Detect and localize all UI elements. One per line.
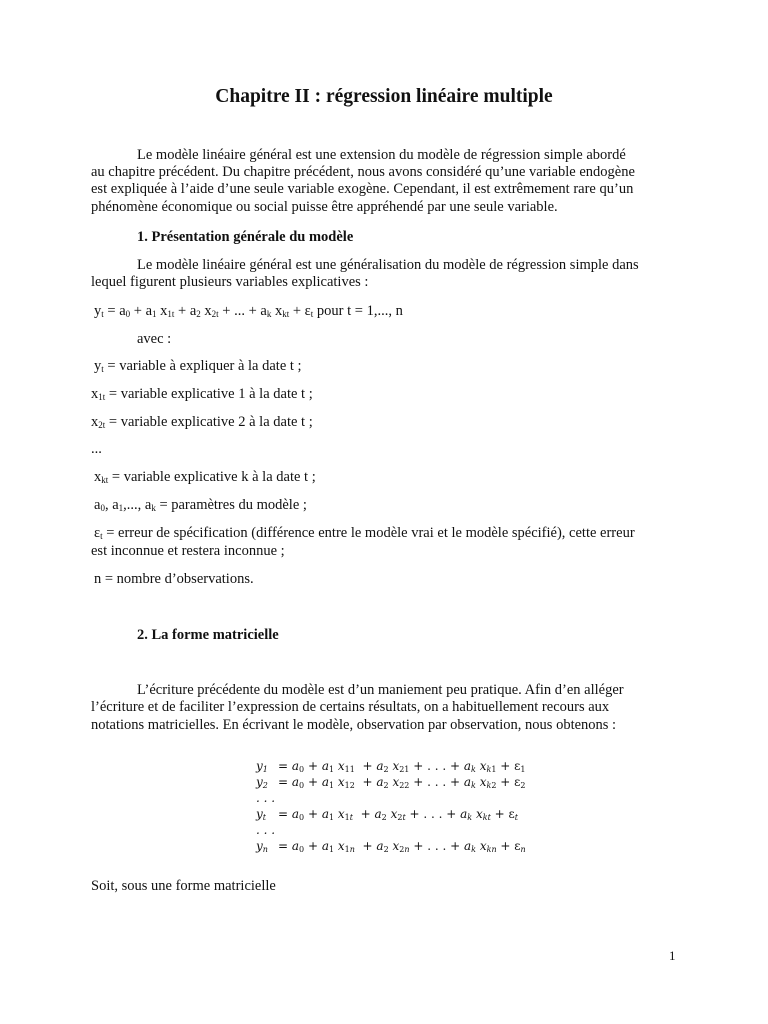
definition-parameters: $a_0$, $a_1$,..., $a_k$ = paramètres du modèle ; xyxy=(94,497,307,513)
intro-line-3: est expliquée à l’aide d’une seule variable exogène. Cependant, il est extrêmement rare qu’un xyxy=(91,181,634,197)
definition-error-line-2: est inconnue et restera inconnue ; xyxy=(91,543,285,559)
definition-ellipsis: ... xyxy=(91,441,102,457)
equation-system xyxy=(256,758,526,854)
section-2-para-line-1: L’écriture précédente du modèle est d’un maniement peu pratique. Afin d’en alléger xyxy=(137,682,624,698)
equation-row-dots-2: . . . xyxy=(256,823,276,837)
equation-row-n: $y_n$ = $a_0 + a_1$ $x_{1n} + a_2$ $x_{2n}$ + . . . + $a_k$ $x_{kn} + \varepsilon_n$ xyxy=(256,839,526,854)
definition-xkt: $x_{kt}$ = variable explicative k à la date t ; xyxy=(94,469,316,485)
matrix-form-intro: Soit, sous une forme matricielle xyxy=(91,878,276,894)
definition-error-line-1: $\varepsilon_t$ = erreur de spécification (différence entre le modèle vrai et le modèle spécifié), cette erreur xyxy=(94,525,635,541)
section-2-heading: 2. La forme matricielle xyxy=(137,627,279,643)
section-1-para-line-1: Le modèle linéaire général est une généralisation du modèle de régression simple dans xyxy=(137,257,639,273)
section-1-para-line-2: lequel figurent plusieurs variables explicatives : xyxy=(91,274,369,290)
avec-label: avec : xyxy=(137,331,172,347)
equation-row-dots-1: . . . xyxy=(256,791,276,805)
definition-x2t: $x_{2t}$ = variable explicative 2 à la date t ; xyxy=(91,414,313,430)
definition-x1t: $x_{1t}$ = variable explicative 1 à la date t ; xyxy=(91,386,313,402)
page-number: 1 xyxy=(669,948,676,963)
equation-row-1: $y_1$ = $a_0 + a_1$ $x_{11} + a_2$ $x_{21}$ + . . . + $a_k$ $x_{k1} + \varepsilon_1$ xyxy=(256,759,526,774)
definition-n: n = nombre d’observations. xyxy=(94,571,254,587)
intro-line-4: phénomène économique ou social puisse être appréhendé par une seule variable. xyxy=(91,199,558,215)
definition-yt: $y_t$ = variable à expliquer à la date t ; xyxy=(94,358,302,374)
section-2-para-line-2: l’écriture et de faciliter l’expression de certains résultats, on a habituellement recours aux xyxy=(91,699,610,715)
equation-row-2: $y_2$ = $a_0 + a_1$ $x_{12} + a_2$ $x_{22}$ + . . . + $a_k$ $x_{k2} + \varepsilon_2$ xyxy=(256,775,526,790)
section-2-para-line-3: notations matricielles. En écrivant le modèle, observation par observation, nous obtenons : xyxy=(91,717,617,733)
equation-row-t: $y_t$ = $a_0 + a_1$ $x_{1t} + a_2$ $x_{2t}$ + . . . + $a_k$ $x_{kt} + \varepsilon_t$ xyxy=(256,807,518,822)
intro-line-1: Le modèle linéaire général est une extension du modèle de régression simple abordé xyxy=(137,147,626,163)
intro-line-2: au chapitre précédent. Du chapitre précédent, nous avons considéré qu’une variable endogène xyxy=(91,164,635,180)
section-1-heading: 1. Présentation générale du modèle xyxy=(137,229,354,245)
chapter-title: Chapitre II : régression linéaire multiple xyxy=(215,86,553,107)
model-equation: $y_t = a_0 + a_1$ $x_{1t} + a_2$ $x_{2t}$ + ... + $a_k$ $x_{kt} + \varepsilon_t$ pour t = 1,..., n xyxy=(94,303,403,319)
